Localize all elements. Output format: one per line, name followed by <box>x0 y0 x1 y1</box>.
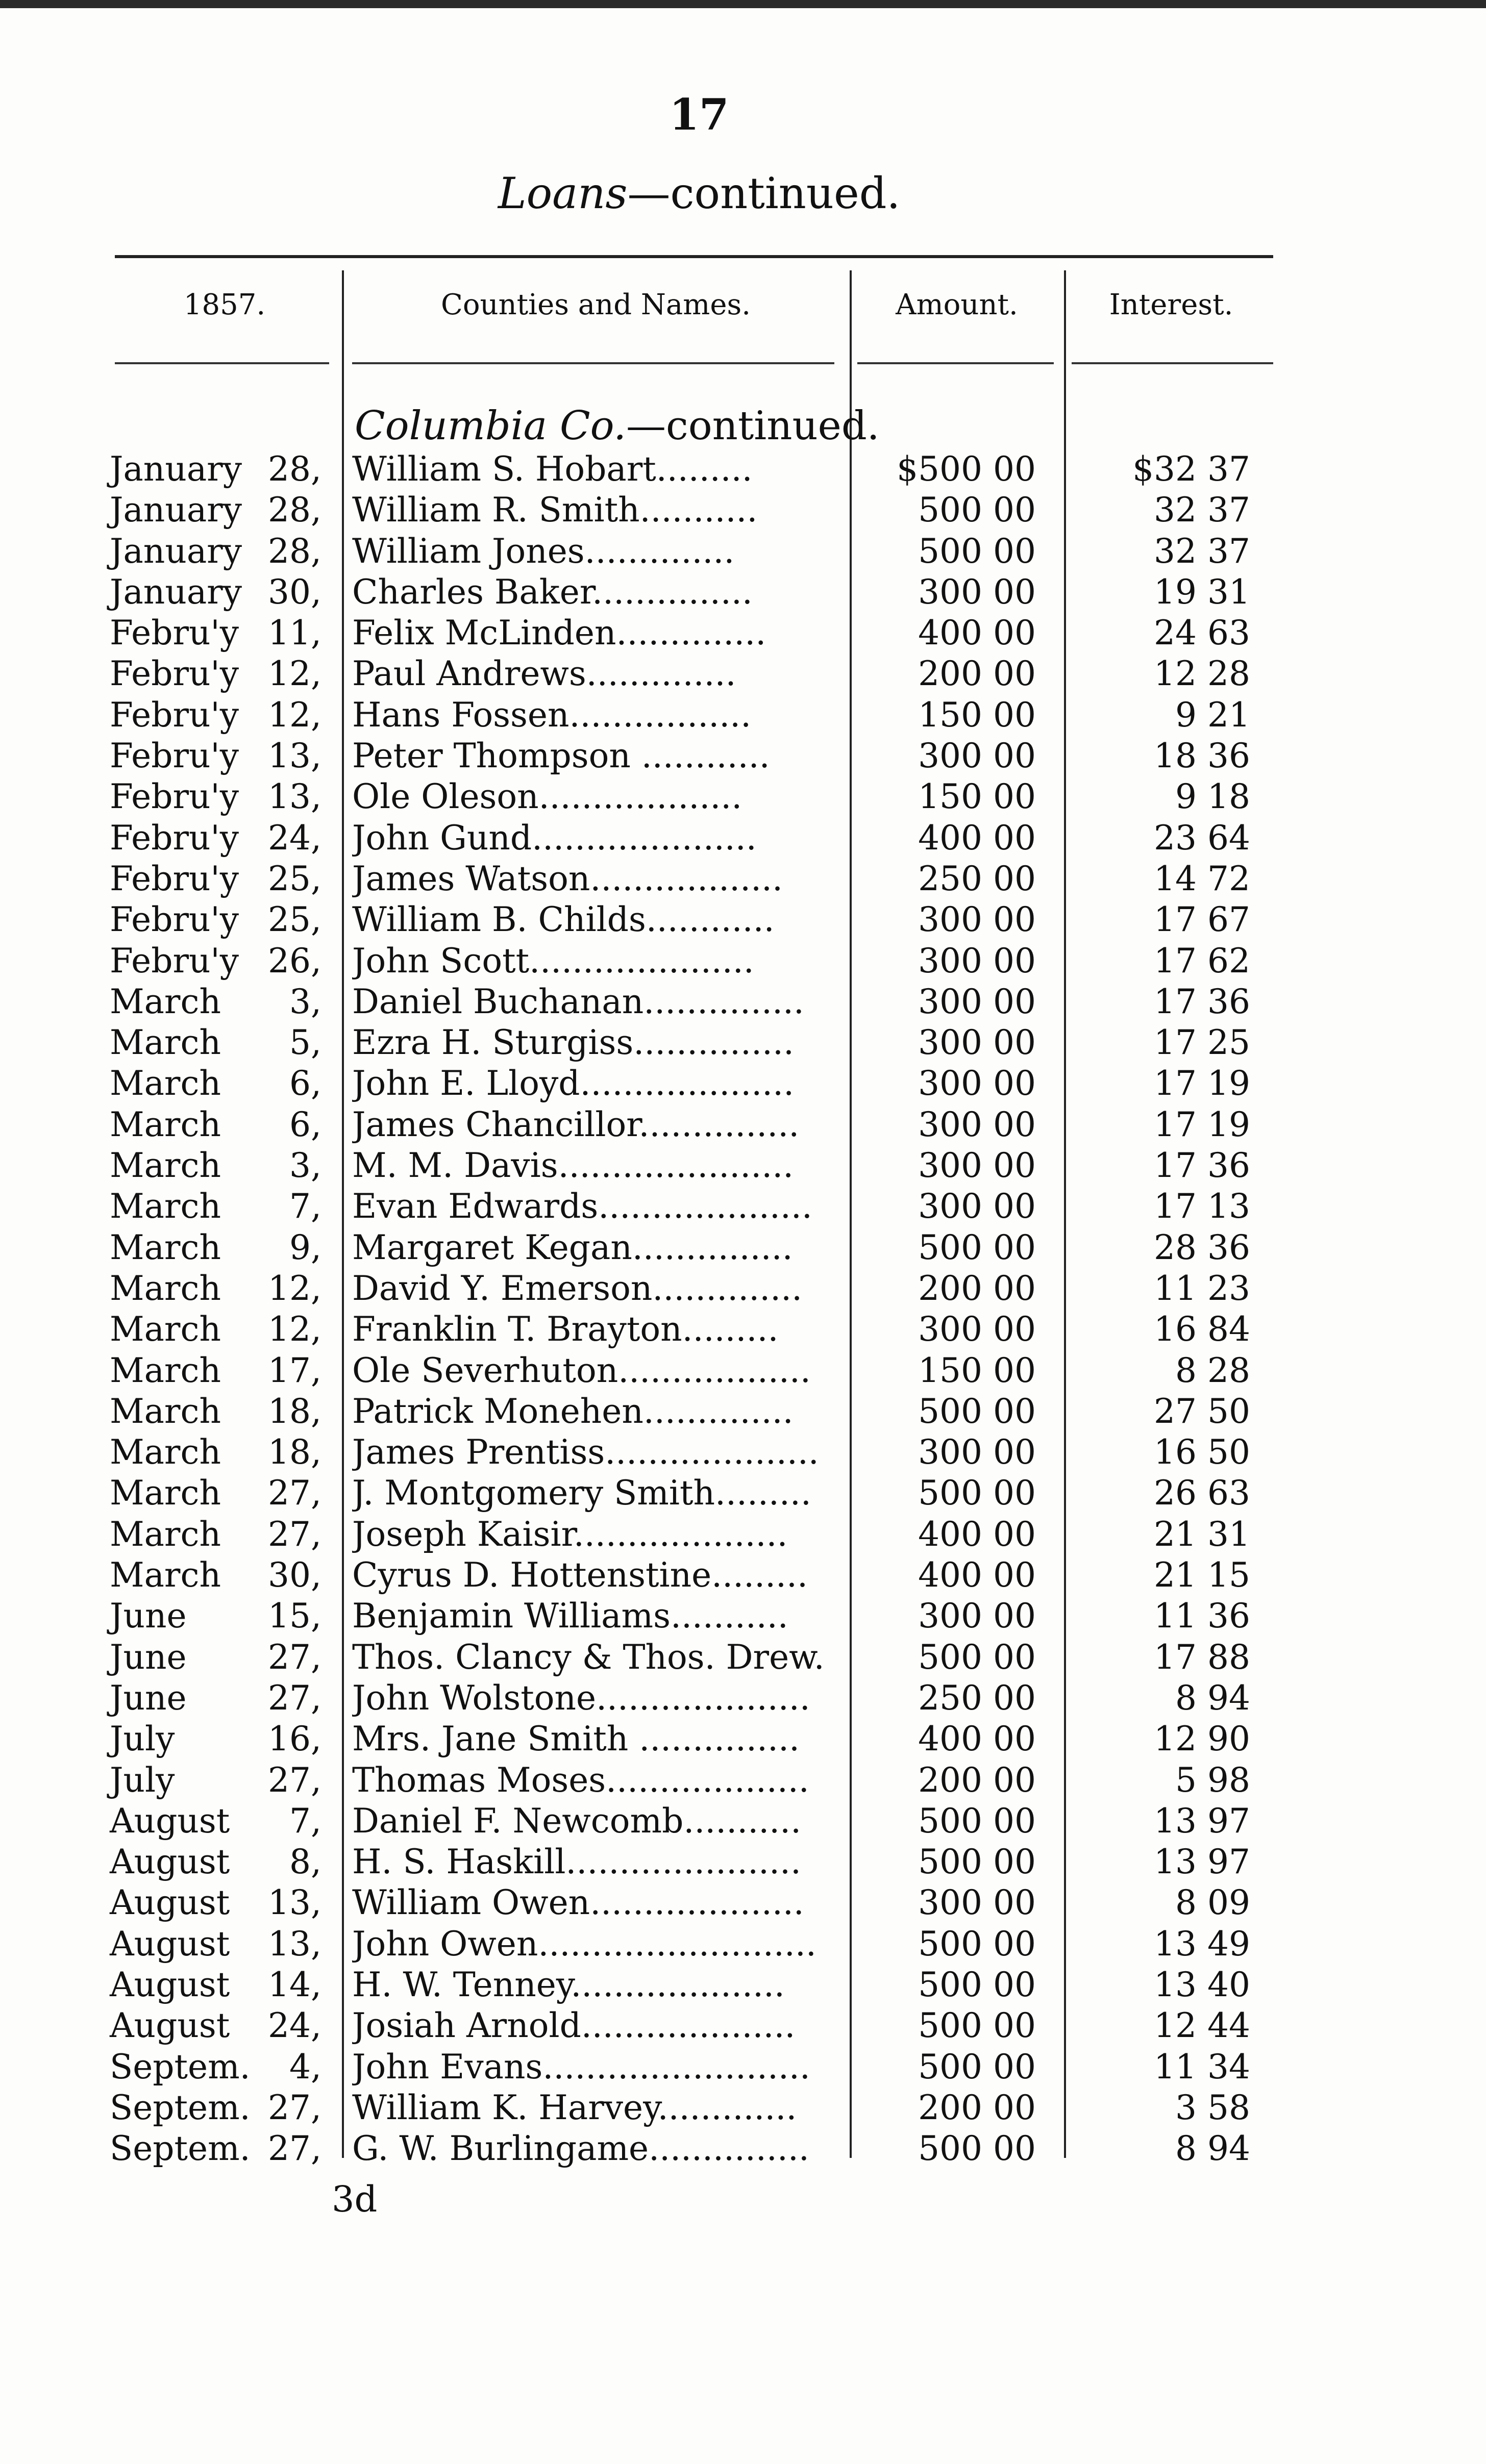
row-month: Febru'y <box>110 818 239 858</box>
row-month: March <box>110 1104 221 1144</box>
row-day: 13, <box>268 736 321 776</box>
row-month: March <box>110 1268 221 1308</box>
row-interest: 16 50 <box>1154 1432 1250 1472</box>
row-day: 6, <box>289 1064 321 1103</box>
row-month: July <box>110 1719 175 1759</box>
row-day: 15, <box>268 1596 321 1636</box>
row-amount: 200 00 <box>918 1760 1036 1800</box>
row-amount: 300 00 <box>918 1596 1036 1636</box>
row-day: 26, <box>268 941 321 980</box>
row-day: 25, <box>268 859 321 898</box>
table-row <box>0 941 1486 982</box>
row-name: William Jones.............. <box>352 531 735 571</box>
row-day: 13, <box>268 1883 321 1923</box>
row-name: William R. Smith........... <box>352 490 758 530</box>
signature-mark: 3d <box>332 2178 378 2220</box>
row-month: August <box>110 1965 230 2004</box>
row-day: 11, <box>268 613 321 653</box>
row-name: J. Montgomery Smith......... <box>352 1473 811 1513</box>
row-name: Daniel Buchanan............... <box>352 982 804 1021</box>
row-interest: 3 58 <box>1175 2088 1250 2127</box>
header-amount: Amount. <box>896 288 1018 321</box>
row-amount: 400 00 <box>918 1555 1036 1595</box>
title-rest: —continued. <box>627 168 901 218</box>
row-day: 24, <box>268 818 321 858</box>
table-row <box>0 1145 1486 1186</box>
header-interest: Interest. <box>1109 288 1233 321</box>
row-day: 3, <box>289 1146 321 1186</box>
row-name: Peter Thompson ............ <box>352 736 770 776</box>
row-amount: 500 00 <box>918 1637 1036 1677</box>
row-name: Joseph Kaisir.................... <box>352 1514 788 1554</box>
table-row <box>0 1391 1486 1432</box>
row-name: M. M. Davis...................... <box>352 1146 794 1186</box>
table-row <box>0 572 1486 613</box>
row-day: 8, <box>289 1842 321 1882</box>
row-amount: 500 00 <box>918 1842 1036 1882</box>
table-row <box>0 1555 1486 1596</box>
row-day: 4, <box>289 2047 321 2086</box>
row-amount: 200 00 <box>918 2088 1036 2127</box>
row-month: Febru'y <box>110 613 239 653</box>
table-row <box>0 1596 1486 1637</box>
row-name: Cyrus D. Hottenstine......... <box>352 1555 808 1595</box>
county-heading <box>355 403 880 449</box>
row-name: John Evans......................... <box>352 2047 810 2086</box>
row-interest: 17 88 <box>1154 1637 1250 1677</box>
row-name: Hans Fossen................. <box>352 695 752 735</box>
row-name: Evan Edwards.................... <box>352 1187 812 1226</box>
row-name: Thos. Clancy & Thos. Drew. <box>352 1637 825 1677</box>
table-row <box>0 490 1486 531</box>
row-amount: 300 00 <box>918 941 1036 980</box>
row-amount: 500 00 <box>918 1227 1036 1267</box>
row-day: 12, <box>268 1310 321 1349</box>
row-interest: 27 50 <box>1154 1391 1250 1431</box>
row-day: 25, <box>268 900 321 940</box>
page-number: 17 <box>669 89 729 140</box>
row-name: Patrick Monehen.............. <box>352 1391 794 1431</box>
table-row <box>0 899 1486 940</box>
row-name: William Owen.................... <box>352 1883 804 1923</box>
row-day: 12, <box>268 654 321 694</box>
table-row <box>0 1801 1486 1842</box>
county-italic: Columbia Co. <box>355 403 627 449</box>
row-day: 13, <box>268 777 321 817</box>
table-row <box>0 1186 1486 1227</box>
row-amount: 150 00 <box>918 777 1036 817</box>
row-interest: 19 31 <box>1154 572 1250 612</box>
table-row <box>0 695 1486 736</box>
row-month: Febru'y <box>110 900 239 940</box>
header-rule-year <box>115 362 329 364</box>
row-amount: 500 00 <box>918 531 1036 571</box>
row-interest: 9 21 <box>1175 695 1250 735</box>
table-row <box>0 2047 1486 2088</box>
row-month: Septem. <box>110 2047 251 2086</box>
row-amount: 500 00 <box>918 1473 1036 1513</box>
row-name: G. W. Burlingame............... <box>352 2129 809 2169</box>
row-interest: 17 62 <box>1154 941 1250 980</box>
page-title <box>0 168 1398 218</box>
row-name: John Wolstone.................... <box>352 1678 810 1718</box>
row-amount: 150 00 <box>918 1350 1036 1390</box>
row-name: Daniel F. Newcomb........... <box>352 1801 802 1841</box>
row-interest: 12 90 <box>1154 1719 1250 1759</box>
county-rest: —continued. <box>626 403 880 449</box>
row-name: Paul Andrews.............. <box>352 654 736 694</box>
row-name: Felix McLinden.............. <box>352 613 766 653</box>
row-day: 5, <box>289 1023 321 1063</box>
row-interest: 17 67 <box>1154 900 1250 940</box>
row-name: Benjamin Williams........... <box>352 1596 788 1636</box>
row-day: 18, <box>268 1432 321 1472</box>
table-row <box>0 1678 1486 1719</box>
table-row <box>0 982 1486 1022</box>
row-month: March <box>110 1555 221 1595</box>
row-day: 28, <box>268 531 321 571</box>
row-interest: 11 23 <box>1154 1268 1250 1308</box>
row-day: 3, <box>289 982 321 1021</box>
row-name: David Y. Emerson.............. <box>352 1268 803 1308</box>
row-name: Charles Baker............... <box>352 572 753 612</box>
row-month: Febru'y <box>110 777 239 817</box>
table-row <box>0 736 1486 776</box>
table-row <box>0 1882 1486 1923</box>
row-name: Mrs. Jane Smith ............... <box>352 1719 800 1759</box>
title-italic: Loans <box>498 168 628 218</box>
row-interest: 8 09 <box>1175 1883 1250 1923</box>
row-amount: 150 00 <box>918 695 1036 735</box>
row-amount: 250 00 <box>918 859 1036 898</box>
row-amount: 500 00 <box>918 1391 1036 1431</box>
row-month: March <box>110 1310 221 1349</box>
row-month: March <box>110 1473 221 1513</box>
row-name: H. S. Haskill...................... <box>352 1842 801 1882</box>
row-amount: 300 00 <box>918 736 1036 776</box>
table-row <box>0 1760 1486 1801</box>
row-month: March <box>110 1227 221 1267</box>
row-day: 6, <box>289 1104 321 1144</box>
row-month: March <box>110 1350 221 1390</box>
row-interest: 17 25 <box>1154 1023 1250 1063</box>
row-name: James Chancillor............... <box>352 1104 800 1144</box>
row-month: Septem. <box>110 2088 251 2127</box>
row-month: Febru'y <box>110 859 239 898</box>
row-name: William B. Childs............ <box>352 900 775 940</box>
row-interest: 14 72 <box>1154 859 1250 898</box>
row-name: Franklin T. Brayton......... <box>352 1310 779 1349</box>
row-month: July <box>110 1760 175 1800</box>
row-day: 27, <box>268 2088 321 2127</box>
row-name: William S. Hobart......... <box>352 449 753 489</box>
loan-table <box>0 449 1486 2169</box>
row-day: 14, <box>268 1965 321 2004</box>
row-month: Febru'y <box>110 654 239 694</box>
row-month: Febru'y <box>110 941 239 980</box>
table-row <box>0 1965 1486 2005</box>
row-interest: 11 36 <box>1154 1596 1250 1636</box>
row-interest: 17 19 <box>1154 1104 1250 1144</box>
table-row <box>0 1309 1486 1350</box>
row-amount: 400 00 <box>918 818 1036 858</box>
row-day: 27, <box>268 1760 321 1800</box>
row-month: Febru'y <box>110 695 239 735</box>
row-amount: 400 00 <box>918 1514 1036 1554</box>
table-row <box>0 531 1486 572</box>
table-row <box>0 1473 1486 1514</box>
header-names: Counties and Names. <box>440 288 751 321</box>
row-interest: 17 13 <box>1154 1187 1250 1226</box>
row-day: 27, <box>268 1637 321 1677</box>
row-day: 28, <box>268 449 321 489</box>
row-day: 27, <box>268 1473 321 1513</box>
row-day: 12, <box>268 1268 321 1308</box>
row-name: Ezra H. Sturgiss............... <box>352 1023 794 1063</box>
row-day: 27, <box>268 1514 321 1554</box>
row-month: March <box>110 1391 221 1431</box>
row-month: January <box>110 572 242 612</box>
table-row <box>0 1432 1486 1473</box>
row-amount: 400 00 <box>918 613 1036 653</box>
row-interest: $32 37 <box>1132 449 1250 489</box>
row-day: 7, <box>289 1801 321 1841</box>
row-amount: 200 00 <box>918 654 1036 694</box>
row-month: March <box>110 1514 221 1554</box>
row-month: August <box>110 1883 230 1923</box>
table-row <box>0 1104 1486 1145</box>
row-name: Margaret Kegan............... <box>352 1227 793 1267</box>
scan-top-edge <box>0 0 1486 8</box>
table-row <box>0 1227 1486 1268</box>
row-name: Thomas Moses................... <box>352 1760 809 1800</box>
row-day: 24, <box>268 2006 321 2046</box>
row-interest: 8 28 <box>1175 1350 1250 1390</box>
row-amount: 500 00 <box>918 1965 1036 2004</box>
table-row <box>0 776 1486 817</box>
table-row <box>0 1719 1486 1759</box>
row-interest: 23 64 <box>1154 818 1250 858</box>
row-interest: 13 40 <box>1154 1965 1250 2004</box>
row-interest: 12 28 <box>1154 654 1250 694</box>
row-interest: 17 36 <box>1154 982 1250 1021</box>
row-interest: 12 44 <box>1154 2006 1250 2046</box>
row-day: 12, <box>268 695 321 735</box>
row-interest: 11 34 <box>1154 2047 1250 2086</box>
row-name: John Owen.......................... <box>352 1924 816 1964</box>
row-month: March <box>110 1432 221 1472</box>
row-interest: 18 36 <box>1154 736 1250 776</box>
header-rule-interest <box>1072 362 1273 364</box>
row-name: James Watson.................. <box>352 859 783 898</box>
row-month: August <box>110 2006 230 2046</box>
row-amount: 300 00 <box>918 572 1036 612</box>
row-amount: 300 00 <box>918 1023 1036 1063</box>
row-amount: 300 00 <box>918 1064 1036 1103</box>
table-row <box>0 1637 1486 1678</box>
row-amount: 300 00 <box>918 1146 1036 1186</box>
table-row <box>0 1842 1486 1882</box>
row-interest: 8 94 <box>1175 1678 1250 1718</box>
row-month: August <box>110 1801 230 1841</box>
row-month: August <box>110 1842 230 1882</box>
row-name: H. W. Tenney.................... <box>352 1965 785 2004</box>
table-row <box>0 2128 1486 2169</box>
row-month: March <box>110 982 221 1021</box>
row-month: June <box>110 1637 187 1677</box>
header-rule-names <box>352 362 834 364</box>
row-day: 9, <box>289 1227 321 1267</box>
table-row <box>0 1268 1486 1309</box>
header-rule-amount <box>857 362 1054 364</box>
row-amount: 300 00 <box>918 900 1036 940</box>
row-day: 30, <box>268 1555 321 1595</box>
table-row <box>0 2088 1486 2128</box>
row-month: March <box>110 1187 221 1226</box>
table-row <box>0 613 1486 653</box>
row-day: 28, <box>268 490 321 530</box>
row-amount: 200 00 <box>918 1268 1036 1308</box>
row-interest: 32 37 <box>1154 490 1250 530</box>
table-top-rule <box>115 255 1273 258</box>
table-row <box>0 1350 1486 1391</box>
row-month: January <box>110 490 242 530</box>
row-amount: 300 00 <box>918 1883 1036 1923</box>
row-month: January <box>110 449 242 489</box>
table-row <box>0 1063 1486 1104</box>
row-month: August <box>110 1924 230 1964</box>
row-interest: 13 97 <box>1154 1801 1250 1841</box>
row-amount: 500 00 <box>918 1801 1036 1841</box>
row-month: March <box>110 1064 221 1103</box>
row-amount: 300 00 <box>918 1432 1036 1472</box>
row-amount: 500 00 <box>918 490 1036 530</box>
row-amount: 400 00 <box>918 1719 1036 1759</box>
row-amount: 500 00 <box>918 1924 1036 1964</box>
row-interest: 28 36 <box>1154 1227 1250 1267</box>
row-interest: 8 94 <box>1175 2129 1250 2169</box>
row-day: 27, <box>268 1678 321 1718</box>
row-day: 17, <box>268 1350 321 1390</box>
row-amount: 500 00 <box>918 2129 1036 2169</box>
table-row <box>0 449 1486 490</box>
row-month: Febru'y <box>110 736 239 776</box>
row-month: March <box>110 1146 221 1186</box>
row-month: June <box>110 1678 187 1718</box>
row-interest: 16 84 <box>1154 1310 1250 1349</box>
table-row <box>0 859 1486 899</box>
table-row <box>0 2005 1486 2046</box>
row-interest: 17 36 <box>1154 1146 1250 1186</box>
row-name: James Prentiss.................... <box>352 1432 819 1472</box>
row-name: Ole Severhuton.................. <box>352 1350 811 1390</box>
row-name: John Gund..................... <box>352 818 757 858</box>
row-interest: 13 97 <box>1154 1842 1250 1882</box>
row-name: William K. Harvey............. <box>352 2088 797 2127</box>
row-amount: 500 00 <box>918 2047 1036 2086</box>
row-interest: 9 18 <box>1175 777 1250 817</box>
row-month: January <box>110 531 242 571</box>
row-day: 16, <box>268 1719 321 1759</box>
row-name: Ole Oleson................... <box>352 777 742 817</box>
row-interest: 24 63 <box>1154 613 1250 653</box>
row-month: Septem. <box>110 2129 251 2169</box>
table-row <box>0 1924 1486 1965</box>
row-amount: 300 00 <box>918 1310 1036 1349</box>
table-row <box>0 1514 1486 1555</box>
row-interest: 21 15 <box>1154 1555 1250 1595</box>
row-name: Josiah Arnold.................... <box>352 2006 796 2046</box>
row-day: 13, <box>268 1924 321 1964</box>
row-amount: 250 00 <box>918 1678 1036 1718</box>
table-row <box>0 653 1486 694</box>
row-interest: 32 37 <box>1154 531 1250 571</box>
row-day: 7, <box>289 1187 321 1226</box>
row-day: 27, <box>268 2129 321 2169</box>
row-interest: 13 49 <box>1154 1924 1250 1964</box>
row-day: 30, <box>268 572 321 612</box>
row-month: June <box>110 1596 187 1636</box>
row-day: 18, <box>268 1391 321 1431</box>
row-amount: 300 00 <box>918 1187 1036 1226</box>
row-amount: 300 00 <box>918 1104 1036 1144</box>
row-interest: 21 31 <box>1154 1514 1250 1554</box>
row-amount: 300 00 <box>918 982 1036 1021</box>
header-year: 1857. <box>183 288 266 321</box>
row-amount: 500 00 <box>918 2006 1036 2046</box>
row-month: March <box>110 1023 221 1063</box>
table-row <box>0 1022 1486 1063</box>
table-row <box>0 818 1486 859</box>
row-interest: 26 63 <box>1154 1473 1250 1513</box>
row-name: John Scott..................... <box>352 941 754 980</box>
row-interest: 17 19 <box>1154 1064 1250 1103</box>
row-interest: 5 98 <box>1175 1760 1250 1800</box>
row-amount: $500 00 <box>897 449 1036 489</box>
row-name: John E. Lloyd.................... <box>352 1064 795 1103</box>
